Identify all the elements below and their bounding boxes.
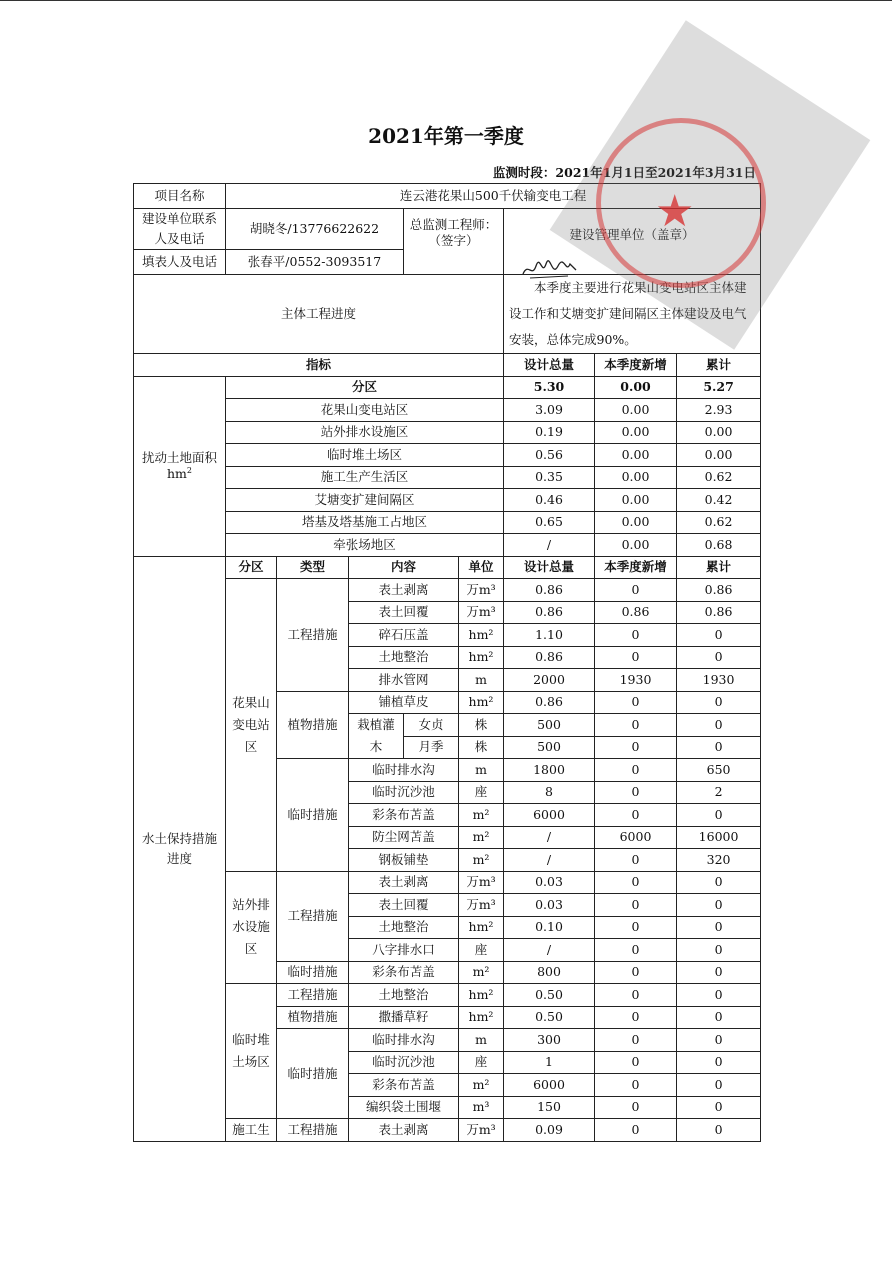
area-zone-design: 0.56 — [504, 444, 595, 467]
measure-design: 1.10 — [504, 624, 595, 647]
contact-value: 胡晓冬/13776622622 — [226, 209, 404, 250]
measure-content: 编织袋土围堰 — [349, 1096, 459, 1119]
area-zone-design: 3.09 — [504, 399, 595, 422]
measure-new: 0 — [595, 781, 677, 804]
filler-label: 填表人及电话 — [134, 250, 226, 275]
col-index: 指标 — [134, 354, 504, 377]
measure-new: 0 — [595, 691, 677, 714]
area-zone-total: 0.68 — [677, 534, 761, 557]
measure-new: 0 — [595, 579, 677, 602]
measure-total: 320 — [677, 849, 761, 872]
measure-zone: 施工生 — [226, 1119, 277, 1142]
measure-unit: hm² — [459, 984, 504, 1007]
measure-design: 2000 — [504, 669, 595, 692]
measure-type: 工程措施 — [277, 1119, 349, 1142]
measure-unit: m² — [459, 804, 504, 827]
measure-design: 6000 — [504, 804, 595, 827]
measure-design: 0.86 — [504, 579, 595, 602]
measure-content: 彩条布苫盖 — [349, 1074, 459, 1097]
measure-zone: 临时堆土场区 — [226, 984, 277, 1119]
measure-new: 0 — [595, 1051, 677, 1074]
measure-design: 0.10 — [504, 916, 595, 939]
measure-unit: 株 — [459, 736, 504, 759]
measure-design: 0.50 — [504, 984, 595, 1007]
area-label-sup: 2 — [186, 465, 192, 475]
measure-content: 表土剥离 — [349, 1119, 459, 1142]
area-zone-name: 艾塘变扩建间隔区 — [226, 489, 504, 512]
measure-content: 铺植草皮 — [349, 691, 459, 714]
measure-new: 0 — [595, 916, 677, 939]
monitoring-table — [133, 183, 761, 1142]
col-design: 设计总量 — [504, 354, 595, 377]
measure-total: 0.86 — [677, 579, 761, 602]
measure-total: 0 — [677, 624, 761, 647]
measure-total: 0 — [677, 736, 761, 759]
measure-new: 0 — [595, 1119, 677, 1142]
measure-unit: hm² — [459, 646, 504, 669]
area-summary-total: 5.27 — [677, 376, 761, 399]
table-row — [134, 984, 761, 1007]
measure-design: 800 — [504, 961, 595, 984]
area-zone-new: 0.00 — [595, 489, 677, 512]
area-zone-total: 0.00 — [677, 444, 761, 467]
measure-content: 临时沉沙池 — [349, 781, 459, 804]
measure-subtype: 栽植灌木 — [349, 714, 404, 759]
measure-total: 0 — [677, 691, 761, 714]
measure-unit: 万m³ — [459, 601, 504, 624]
measure-type: 临时措施 — [277, 961, 349, 984]
filler-value: 张春平/0552-3093517 — [226, 250, 404, 275]
area-zone-design: 0.19 — [504, 421, 595, 444]
measure-total: 0 — [677, 646, 761, 669]
measure-total: 0 — [677, 1051, 761, 1074]
measure-unit: m² — [459, 849, 504, 872]
measure-new: 0 — [595, 804, 677, 827]
measure-design: 500 — [504, 736, 595, 759]
measure-zone: 花果山变电站区 — [226, 579, 277, 872]
measure-design: / — [504, 849, 595, 872]
area-zone-design: 0.65 — [504, 511, 595, 534]
measure-unit: m² — [459, 826, 504, 849]
measure-total: 16000 — [677, 826, 761, 849]
measure-design: 0.03 — [504, 894, 595, 917]
measure-unit: hm² — [459, 624, 504, 647]
progress-label: 主体工程进度 — [134, 275, 504, 354]
col-zone: 分区 — [226, 556, 277, 579]
measure-total: 0.86 — [677, 601, 761, 624]
col-new: 本季度新增 — [595, 354, 677, 377]
measure-total: 0 — [677, 714, 761, 737]
measure-total: 0 — [677, 1096, 761, 1119]
measure-new: 0.86 — [595, 601, 677, 624]
measures-label: 水土保持措施进度 — [134, 556, 226, 1142]
measure-total: 0 — [677, 804, 761, 827]
table-row — [134, 556, 761, 579]
table-row — [134, 579, 761, 602]
area-summary-new: 0.00 — [595, 376, 677, 399]
measure-total: 650 — [677, 759, 761, 782]
col-design: 设计总量 — [504, 556, 595, 579]
measure-content: 表土回覆 — [349, 894, 459, 917]
measure-unit: 座 — [459, 1051, 504, 1074]
measure-content: 防尘网苫盖 — [349, 826, 459, 849]
area-zone-new: 0.00 — [595, 534, 677, 557]
table-row — [134, 534, 761, 557]
area-zone-new: 0.00 — [595, 421, 677, 444]
measure-new: 0 — [595, 961, 677, 984]
measure-content: 土地整治 — [349, 984, 459, 1007]
area-zone-total: 0.62 — [677, 466, 761, 489]
area-zone-design: 0.46 — [504, 489, 595, 512]
col-unit: 单位 — [459, 556, 504, 579]
measure-design: 500 — [504, 714, 595, 737]
measure-total: 0 — [677, 1074, 761, 1097]
page-title: 2021年第一季度 — [368, 124, 524, 148]
measure-content: 钢板铺垫 — [349, 849, 459, 872]
measure-new: 0 — [595, 939, 677, 962]
measure-total: 1930 — [677, 669, 761, 692]
measure-design: 0.09 — [504, 1119, 595, 1142]
area-zone-new: 0.00 — [595, 444, 677, 467]
measure-new: 0 — [595, 759, 677, 782]
measure-new: 0 — [595, 871, 677, 894]
measure-design: 1800 — [504, 759, 595, 782]
area-zone-name: 塔基及塔基施工占地区 — [226, 511, 504, 534]
measure-content: 撒播草籽 — [349, 1006, 459, 1029]
top-rule — [0, 0, 892, 1]
measure-content: 土地整治 — [349, 916, 459, 939]
measure-design: 0.03 — [504, 871, 595, 894]
measure-content: 表土剥离 — [349, 871, 459, 894]
measure-content: 碎石压盖 — [349, 624, 459, 647]
area-zone-total: 0.42 — [677, 489, 761, 512]
measure-total: 0 — [677, 1119, 761, 1142]
area-zone-total: 0.00 — [677, 421, 761, 444]
area-zone-name: 施工生产生活区 — [226, 466, 504, 489]
measure-unit: hm² — [459, 691, 504, 714]
measure-unit: 万m³ — [459, 871, 504, 894]
measure-content: 临时排水沟 — [349, 1029, 459, 1052]
table-row — [134, 399, 761, 422]
area-zone-design: 0.35 — [504, 466, 595, 489]
area-zone-name: 牵张场地区 — [226, 534, 504, 557]
measure-design: 0.86 — [504, 646, 595, 669]
monitoring-period: 监测时段：2021年1月1日至2021年3月31日 — [492, 165, 756, 180]
measure-new: 0 — [595, 1096, 677, 1119]
measure-design: 6000 — [504, 1074, 595, 1097]
measure-unit: 座 — [459, 939, 504, 962]
measure-total: 0 — [677, 984, 761, 1007]
measure-total: 0 — [677, 961, 761, 984]
org-label: 建设管理单位（盖章） — [504, 209, 761, 275]
area-label-text: 扰动土地面积 — [141, 450, 217, 465]
measure-unit: 万m³ — [459, 894, 504, 917]
measure-type: 植物措施 — [277, 1006, 349, 1029]
measure-new: 6000 — [595, 826, 677, 849]
seal-star-icon: ★ — [655, 186, 695, 237]
table-row — [134, 354, 761, 377]
measure-new: 0 — [595, 984, 677, 1007]
measure-content: 表土回覆 — [349, 601, 459, 624]
measure-content: 女贞 — [404, 714, 459, 737]
measure-type: 临时措施 — [277, 1029, 349, 1119]
measure-new: 0 — [595, 736, 677, 759]
measure-unit: m — [459, 669, 504, 692]
table-row — [134, 444, 761, 467]
measure-new: 0 — [595, 849, 677, 872]
measure-design: 300 — [504, 1029, 595, 1052]
project-label: 项目名称 — [134, 184, 226, 209]
measure-new: 0 — [595, 1029, 677, 1052]
measure-unit: m — [459, 759, 504, 782]
area-zone-design: / — [504, 534, 595, 557]
measure-design: 1 — [504, 1051, 595, 1074]
col-new: 本季度新增 — [595, 556, 677, 579]
table-row — [134, 489, 761, 512]
table-row — [134, 1119, 761, 1142]
measure-design: / — [504, 939, 595, 962]
measure-content: 彩条布苫盖 — [349, 961, 459, 984]
area-zone-new: 0.00 — [595, 466, 677, 489]
measure-new: 0 — [595, 1074, 677, 1097]
area-zone-total: 2.93 — [677, 399, 761, 422]
area-zone-name: 临时堆土场区 — [226, 444, 504, 467]
measure-design: 0.86 — [504, 691, 595, 714]
measure-type: 工程措施 — [277, 871, 349, 961]
measure-total: 2 — [677, 781, 761, 804]
measure-type: 临时措施 — [277, 759, 349, 872]
table-row — [134, 871, 761, 894]
measure-unit: 万m³ — [459, 579, 504, 602]
area-summary-design: 5.30 — [504, 376, 595, 399]
col-total: 累计 — [677, 354, 761, 377]
area-label-unit: hm — [167, 466, 187, 481]
measure-total: 0 — [677, 939, 761, 962]
table-row — [134, 376, 761, 399]
measure-design: 0.50 — [504, 1006, 595, 1029]
measure-unit: m — [459, 1029, 504, 1052]
measure-new: 0 — [595, 714, 677, 737]
measure-zone: 站外排水设施区 — [226, 871, 277, 984]
area-zone-new: 0.00 — [595, 511, 677, 534]
measure-new: 1930 — [595, 669, 677, 692]
area-zone-name: 站外排水设施区 — [226, 421, 504, 444]
measure-design: 8 — [504, 781, 595, 804]
measure-unit: hm² — [459, 1006, 504, 1029]
measure-new: 0 — [595, 1006, 677, 1029]
measure-total: 0 — [677, 894, 761, 917]
measure-total: 0 — [677, 871, 761, 894]
measure-content: 临时沉沙池 — [349, 1051, 459, 1074]
measure-new: 0 — [595, 894, 677, 917]
area-summary-name: 分区 — [226, 376, 504, 399]
measure-unit: m³ — [459, 1096, 504, 1119]
measure-unit: m² — [459, 1074, 504, 1097]
measure-total: 0 — [677, 916, 761, 939]
progress-text: 本季度主要进行花果山变电站区主体建设工作和艾塘变扩建间隔区主体建设及电气安装，总体完成90%。 — [504, 275, 761, 354]
measure-new: 0 — [595, 624, 677, 647]
measure-design: / — [504, 826, 595, 849]
measure-content: 临时排水沟 — [349, 759, 459, 782]
contact-label: 建设单位联系人及电话 — [134, 209, 226, 250]
col-total: 累计 — [677, 556, 761, 579]
table-row — [134, 466, 761, 489]
project-value: 连云港花果山500千伏输变电工程 — [226, 184, 761, 209]
measure-unit: hm² — [459, 916, 504, 939]
measure-unit: 株 — [459, 714, 504, 737]
measure-content: 土地整治 — [349, 646, 459, 669]
measure-unit: m² — [459, 961, 504, 984]
area-zone-name: 花果山变电站区 — [226, 399, 504, 422]
area-zone-new: 0.00 — [595, 399, 677, 422]
measure-content: 排水管网 — [349, 669, 459, 692]
measure-unit: 万m³ — [459, 1119, 504, 1142]
col-type: 类型 — [277, 556, 349, 579]
area-zone-total: 0.62 — [677, 511, 761, 534]
table-row — [134, 511, 761, 534]
measure-total: 0 — [677, 1029, 761, 1052]
measure-total: 0 — [677, 1006, 761, 1029]
area-label — [134, 376, 226, 556]
measure-design: 0.86 — [504, 601, 595, 624]
measure-content: 表土剥离 — [349, 579, 459, 602]
measure-content: 八字排水口 — [349, 939, 459, 962]
engineer-label: 总监测工程师：（签字） — [404, 209, 504, 275]
measure-type: 工程措施 — [277, 984, 349, 1007]
table-row — [134, 421, 761, 444]
measure-type: 植物措施 — [277, 691, 349, 759]
measure-content: 月季 — [404, 736, 459, 759]
measure-content: 彩条布苫盖 — [349, 804, 459, 827]
measure-unit: 座 — [459, 781, 504, 804]
engineer-signature — [520, 256, 580, 282]
measure-new: 0 — [595, 646, 677, 669]
measure-design: 150 — [504, 1096, 595, 1119]
measure-type: 工程措施 — [277, 579, 349, 692]
col-content: 内容 — [349, 556, 459, 579]
